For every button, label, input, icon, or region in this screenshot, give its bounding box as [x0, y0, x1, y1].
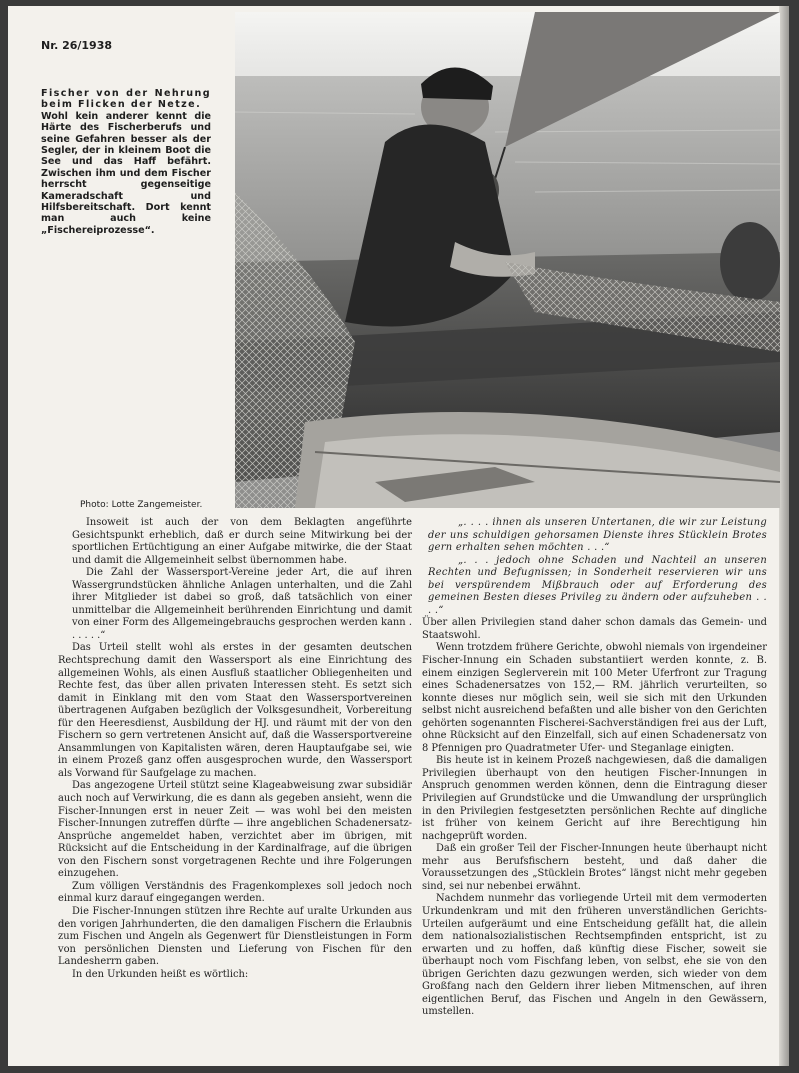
- photo-fisherman-mending-nets: [235, 12, 780, 508]
- document-quote: „. . . . ihnen als unseren Untertanen, die wir zur Leistung der uns schuldigen gehorsamen Dienste ihres Stücklein Brotes gern erhalten sehen möchten . . .“: [428, 517, 767, 554]
- magazine-page: [8, 6, 789, 1066]
- caption-title: Fischer von der Nehrung beim Flicken der Netze.: [41, 88, 211, 111]
- right-paragraph: Bis heute ist in keinem Prozeß nachgewiesen, daß die damaligen Privilegien überhaupt von den heutigen Fischer-Innungen in Anspruch genommen werden können, denn die Eintragung dieser Privilegien auf Grundstücke und die Umwandlung der ursprünglich in den Privilegien festgesetzten persönlichen Rechte auf dingliche ist früher von keinem Gericht auf ihre Berechtigung hin nachgeprüft worden.: [422, 755, 767, 842]
- caption-body: Wohl kein anderer kennt die Härte des Fischerberufs und seine Gefahren besser als der Segler, der in kleinem Boot die See und das Haff befährt. Zwischen ihm und dem Fischer herrscht gegenseitige Kameradschaft und Hilfsbereitschaft. Dort kennt man auch keine „Fischereiprozesse“.: [41, 110, 211, 236]
- right-paragraph: Über allen Privilegien stand daher schon damals das Gemein- und Staatswohl.: [422, 617, 767, 641]
- left-paragraph: In den Urkunden heißt es wörtlich:: [72, 968, 249, 980]
- article-left-column: [58, 517, 412, 981]
- document-quote: „. . . jedoch ohne Schaden und Nachteil an unseren Rechten und Befugnissen; in Sonderheit reservieren wir uns bei verspürendem Mißbrauch oder auf Erforderung des gemeinen Besten dieses Privileg zu ändern oder aufzuheben . . . .“: [428, 554, 767, 616]
- left-paragraph: Die Fischer-Innungen stützen ihre Rechte auf uralte Urkunden aus den vorigen Jahrhunderten, die den damaligen Fischern die Erlaubnis zum Fischen und Angeln als Gegenwert für Dienstleistungen in Form von persönlichen Diensten und Lieferung von Fischen für den Landesherrn gaben.: [58, 905, 412, 968]
- scan-edge: [779, 6, 789, 1066]
- photo-illustration: [235, 12, 780, 508]
- left-paragraph: Zum völligen Verständnis des Fragenkomplexes soll jedoch noch einmal kurz darauf eingegangen werden.: [58, 880, 412, 905]
- article-right-column: [422, 517, 767, 1019]
- left-paragraph: Das angezogene Urteil stützt seine Klageabweisung zwar subsidiär auch noch auf Verwirkung, die es dann als gegeben ansieht, wenn die Fischer-Innungen erst in neuer Zeit — was wohl bei den meisten Fischer-Innungen zutreffen dürfte — ihre angeblichen Schadenersatz-Ansprüche angemeldet haben, verzichtet aber im übrigen, mit Rücksicht auf die Entscheidung in der Kardinalfrage, auf die übrigen von den Fischern sonst vorgetragenen Rechte und ihre Folgerungen einzugehen.: [58, 780, 412, 880]
- right-paragraph: Nachdem nunmehr das vorliegende Urteil mit dem vermoderten Urkundenkram und mit den früheren unverständlichen Gerichts-Urteilen aufgeräumt und eine Entscheidung gefällt hat, die allein dem nationalsozialistischen Rechtsempfinden entspricht, ist zu erwarten und zu hoffen, daß künftig diese Fischer, soweit sie überhaupt noch vom Fischfang leben, von selbst, ehe sie von den übrigen Gerichten dazu gezwungen werden, sich wieder von dem Großfang nach den Geldern ihrer lieben Mitmenschen, auf ihren eigentlichen Beruf, das Fischen und Angeln in den Gewässern, umstellen.: [422, 893, 767, 1018]
- issue-number: Nr. 26/1938: [41, 39, 113, 52]
- photo-caption: [41, 88, 211, 236]
- left-paragraph: Das Urteil stellt wohl als erstes in der gesamten deutschen Rechtsprechung damit den Wassersport als eine Einrichtung des allgemeinen Wohls, als einen Ausfluß staatlicher Obliegenheiten und Rechte fest, das über allen privaten Interessen steht. Es setzt sich damit in Einklang mit den vom Staat den Wassersportvereinen übertragenen Aufgaben bezüglich der Volksgesundheit, Vorbereitung für den Heeresdienst, Ausbildung der HJ. und räumt mit der von den Fischern so gern vertretenen Ansicht auf, daß die Wassersportvereine Ansammlungen von Kapitalisten wären, deren Hauptaufgabe sei, wie in einem Prozeß ganz offen ausgesprochen wurde, den Wassersport als Vorwand für Saufgelage zu machen.: [58, 642, 412, 779]
- right-paragraph: Wenn trotzdem frühere Gerichte, obwohl niemals von irgendeiner Fischer-Innung ein Schaden substantiiert werden konnte, z. B. einem einzigen Seglerverein mit 100 Meter Uferfront zur Tragung eines Schadenersatzes von 152,— RM. jährlich verurteilten, so konnte dieses nur möglich sein, weil sie sich mit den Urkunden selbst nicht ausreichend befaßten und alle bisher von den Gerichten gehörten sogenannten Fischerei-Sachverständigen frei aus der Luft, ohne Rücksicht auf den Einzelfall, sich auf einen Schadenersatz von 8 Pfennigen pro Quadratmeter Ufer- und Steganlage einigten.: [422, 642, 767, 754]
- right-paragraph: Daß ein großer Teil der Fischer-Innungen heute überhaupt nicht mehr aus Berufsfischern besteht, und daß daher die Voraussetzungen des „Stücklein Brotes“ längst nicht mehr gegeben sind, sei nur nebenbei erwähnt.: [422, 843, 767, 892]
- left-paragraph: Die Zahl der Wassersport-Vereine jeder Art, die auf ihren Wassergrundstücken ähnliche Anlagen unterhalten, und die Zahl ihrer Mitglieder ist dabei so groß, daß tatsächlich von einer unmittelbar die Allgemeinheit berührenden Einrichtung und damit von einer Form des Allgemeingebrauchs gesprochen werden kann . . . . . .“: [72, 567, 412, 641]
- left-paragraph: Insoweit ist auch der von dem Beklagten angeführte Gesichtspunkt erheblich, daß er durch seine Mitwirkung bei der sportlichen Ertüchtigung an einer Aufgabe mitwirke, die der Staat und damit die Allgemeinheit selbst übernommen habe.: [72, 517, 412, 566]
- photo-credit: Photo: Lotte Zangemeister.: [80, 500, 203, 510]
